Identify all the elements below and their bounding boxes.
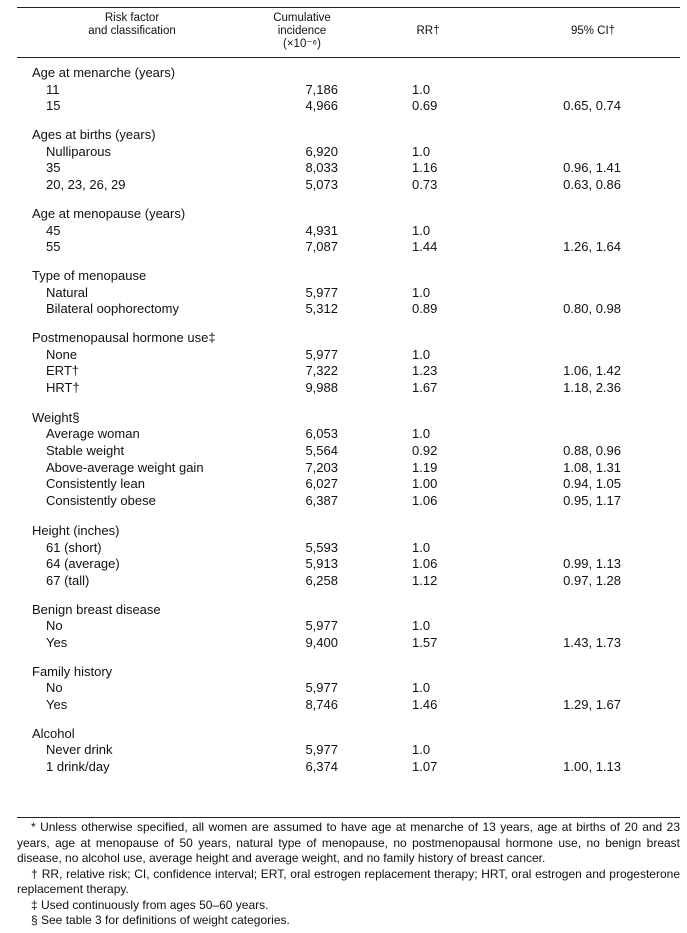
incidence-cell: 7,203	[305, 459, 338, 475]
row-group	[0, 664, 687, 714]
rr-cell: 1.67	[412, 380, 438, 395]
table-row	[0, 177, 687, 194]
rr-cell: 1.0	[412, 284, 431, 300]
row-label: 20, 23, 26, 29	[46, 177, 126, 193]
table-row	[0, 573, 687, 590]
group-heading-row	[0, 664, 687, 681]
row-label: Yes	[46, 634, 68, 650]
group-title: Postmenopausal hormone use‡	[32, 329, 216, 345]
rr-cell: 1.23	[412, 363, 438, 379]
group-title: Age at menarche (years)	[32, 65, 176, 80]
incidence-cell: 6,053	[305, 426, 338, 442]
row-label: HRT†	[46, 380, 80, 395]
row-group	[0, 410, 687, 510]
row-label: None	[46, 346, 78, 362]
group-title: Alcohol	[32, 725, 75, 741]
row-label: 35	[46, 160, 61, 176]
row-label: 45	[46, 222, 61, 238]
row-label: 11	[46, 81, 60, 97]
row-label: 61 (short)	[46, 539, 102, 555]
rr-cell: 1.06	[412, 556, 438, 572]
row-group	[0, 523, 687, 590]
table-row	[0, 82, 687, 99]
rr-cell: 1.07	[412, 759, 438, 775]
incidence-cell: 8,033	[305, 160, 338, 176]
table-row	[0, 223, 687, 240]
rr-cell: 0.69	[412, 98, 438, 114]
ci-cell: 1.06, 1.42	[563, 363, 621, 379]
rr-cell: 1.19	[412, 459, 438, 475]
incidence-cell: 6,387	[305, 493, 338, 509]
table-row	[0, 98, 687, 115]
table-row	[0, 476, 687, 493]
row-label: Average woman	[46, 426, 140, 442]
row-group	[0, 726, 687, 776]
incidence-cell: 4,931	[305, 222, 338, 238]
rr-cell: 1.44	[412, 239, 438, 255]
group-title: Ages at births (years)	[32, 127, 156, 143]
rr-cell: 1.12	[412, 572, 438, 588]
rr-cell: 1.16	[412, 160, 438, 176]
incidence-cell: 6,920	[305, 143, 338, 159]
row-label: Consistently obese	[46, 493, 156, 509]
row-group	[0, 602, 687, 652]
row-label: 15	[46, 98, 61, 114]
rr-cell: 1.0	[412, 346, 431, 362]
incidence-cell: 6,374	[305, 759, 338, 775]
row-label: 1 drink/day	[46, 759, 110, 775]
incidence-cell: 5,564	[305, 443, 338, 459]
incidence-cell: 5,977	[305, 742, 338, 758]
footnote-abbreviations: † RR, relative risk; CI, confidence interval; ERT, oral estrogen replacement therapy; HRT, oral estrogen and progesterone replacement therapy.	[17, 866, 680, 896]
incidence-cell: 6,027	[305, 476, 338, 492]
incidence-cell: 9,988	[305, 380, 338, 395]
row-group	[0, 127, 687, 194]
group-title: Family history	[32, 663, 113, 679]
row-group	[0, 268, 687, 318]
group-title: Benign breast disease	[32, 601, 161, 617]
incidence-cell: 5,312	[305, 301, 338, 317]
row-label: Stable weight	[46, 443, 125, 459]
row-label: 64 (average)	[46, 556, 120, 572]
incidence-cell: 7,087	[305, 239, 338, 255]
ci-cell: 0.94, 1.05	[563, 476, 621, 492]
header-ci: 95% CI†	[570, 25, 616, 37]
rr-cell: 1.0	[412, 222, 431, 238]
row-label: 55	[46, 239, 61, 255]
table-row	[0, 742, 687, 759]
rr-cell: 1.0	[412, 143, 431, 159]
table-row	[0, 618, 687, 635]
rr-cell: 1.06	[412, 493, 438, 509]
rr-cell: 1.0	[412, 426, 431, 442]
rr-cell: 1.57	[412, 634, 438, 650]
rr-cell: 1.0	[412, 680, 431, 696]
table-row	[0, 493, 687, 510]
incidence-cell: 7,186	[305, 81, 338, 97]
group-heading-row	[0, 523, 687, 540]
row-label: 67 (tall)	[46, 572, 90, 588]
group-title: Weight§	[32, 409, 80, 425]
group-title: Type of menopause	[32, 267, 147, 283]
row-label: Yes	[46, 697, 68, 712]
group-heading-row	[0, 410, 687, 427]
incidence-cell: 5,913	[305, 556, 338, 572]
ci-cell: 0.88, 0.96	[563, 443, 621, 459]
incidence-cell: 5,977	[305, 618, 338, 634]
group-heading-row	[0, 127, 687, 144]
row-label: Natural	[46, 284, 88, 300]
ci-cell: 1.29, 1.67	[563, 697, 621, 712]
footnote-weight: § See table 3 for definitions of weight categories.	[31, 913, 290, 927]
ci-cell: 0.96, 1.41	[563, 160, 621, 176]
ci-cell: 1.00, 1.13	[563, 759, 621, 775]
incidence-cell: 5,073	[305, 177, 338, 193]
row-label: Nulliparous	[46, 143, 112, 159]
rr-cell: 1.46	[412, 697, 438, 712]
group-heading-row	[0, 330, 687, 347]
footnote-defaults: * Unless otherwise specified, all women are assumed to have age at menarche of 13 years, age at births of 20 and 23 years, age at menopause of 50 years, natural type of menopause, no postmenopausal hormone use, no benign breast disease, no alcohol use, average height and average weight, and no family history of breast cancer.	[17, 820, 680, 865]
header-risk-factor: Risk factor and classification	[88, 12, 176, 37]
rr-cell: 1.0	[412, 742, 431, 758]
group-heading-row	[0, 65, 687, 82]
group-heading-row	[0, 206, 687, 223]
ci-cell: 1.43, 1.73	[563, 634, 621, 650]
table-row	[0, 697, 687, 714]
footnote-hormone-use: ‡ Used continuously from ages 50–60 years.	[31, 897, 269, 912]
header-rr: RR†	[416, 25, 440, 37]
row-label: No	[46, 680, 63, 696]
rr-cell: 1.0	[412, 539, 431, 555]
table-row	[0, 363, 687, 380]
table-top-rule	[17, 7, 680, 8]
row-label: Above-average weight gain	[46, 459, 204, 475]
ci-cell: 0.63, 0.86	[563, 177, 621, 193]
table-row	[0, 239, 687, 256]
ci-cell: 0.97, 1.28	[563, 572, 621, 588]
ci-cell: 1.08, 1.31	[563, 459, 621, 475]
table-body	[0, 57, 687, 776]
incidence-cell: 5,977	[305, 680, 338, 696]
incidence-cell: 5,593	[305, 539, 338, 555]
table-row	[0, 635, 687, 652]
table-row	[0, 556, 687, 573]
row-label: Never drink	[46, 742, 113, 758]
ci-cell: 0.65, 0.74	[563, 98, 621, 114]
rr-cell: 0.92	[412, 443, 438, 459]
table-row	[0, 347, 687, 364]
row-label: Consistently lean	[46, 476, 145, 492]
table-row	[0, 680, 687, 697]
rr-cell: 0.89	[412, 301, 438, 317]
incidence-cell: 8,746	[305, 697, 338, 712]
ci-cell: 0.99, 1.13	[563, 556, 621, 572]
table-row	[0, 160, 687, 177]
rr-cell: 1.0	[412, 618, 431, 634]
row-label: No	[46, 618, 63, 634]
rr-cell: 0.73	[412, 177, 438, 193]
group-heading-row	[0, 602, 687, 619]
ci-cell: 0.95, 1.17	[563, 493, 621, 509]
table-footnotes	[17, 820, 680, 929]
ci-cell: 1.26, 1.64	[563, 239, 621, 255]
table-row	[0, 460, 687, 477]
row-group	[0, 65, 687, 115]
table-row	[0, 540, 687, 557]
group-heading-row	[0, 726, 687, 743]
header-cumulative-incidence: Cumulative incidence (×10⁻⁶)	[273, 12, 331, 50]
table-row	[0, 426, 687, 443]
ci-cell: 0.80, 0.98	[563, 301, 621, 317]
table-row	[0, 301, 687, 318]
group-title: Age at menopause (years)	[32, 205, 186, 221]
row-label: Bilateral oophorectomy	[46, 301, 179, 317]
rr-cell: 1.0	[412, 81, 431, 97]
table-row	[0, 759, 687, 776]
group-title: Height (inches)	[32, 522, 120, 538]
table-row	[0, 380, 687, 397]
row-group	[0, 206, 687, 256]
rr-cell: 1.00	[412, 476, 438, 492]
incidence-cell: 9,400	[305, 634, 338, 650]
ci-cell: 1.18, 2.36	[563, 380, 621, 395]
table-row	[0, 144, 687, 161]
table-row	[0, 285, 687, 302]
incidence-cell: 5,977	[305, 346, 338, 362]
table-bottom-rule	[17, 817, 680, 818]
incidence-cell: 7,322	[305, 363, 338, 379]
incidence-cell: 5,977	[305, 284, 338, 300]
row-group	[0, 330, 687, 397]
table-row	[0, 443, 687, 460]
row-label: ERT†	[46, 363, 79, 379]
incidence-cell: 6,258	[305, 572, 338, 588]
group-heading-row	[0, 268, 687, 285]
incidence-cell: 4,966	[305, 98, 338, 114]
